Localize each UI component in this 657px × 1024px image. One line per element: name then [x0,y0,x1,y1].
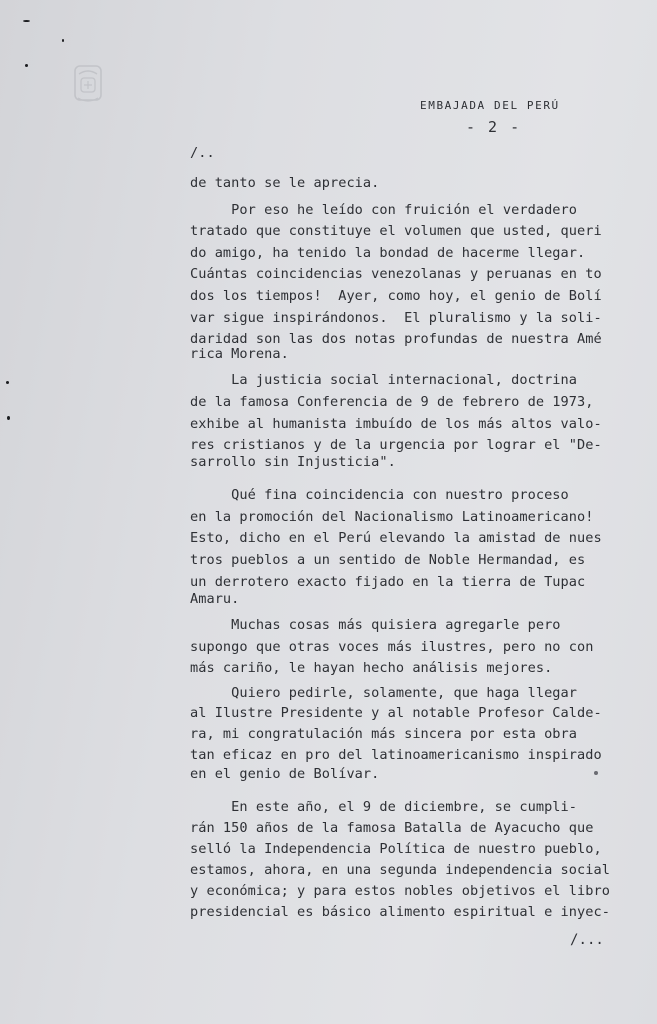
paper-mark [25,64,28,67]
text-line: ra, mi congratulación más sincera por esta obra [190,726,578,742]
paper-mark [594,771,598,775]
text-line: Amaru. [190,591,240,607]
embossed-seal-icon [66,62,110,106]
paper-mark [7,416,10,420]
text-line: tros pueblos a un sentido de Noble Hermandad, es [190,552,586,568]
text-line: exhibe al humanista imbuído de los más altos valo- [190,416,602,432]
text-line: y económica; y para estos nobles objetivos el libro [190,883,610,899]
text-line: tratado que constituye el volumen que usted, queri [190,223,602,239]
text-line: do amigo, ha tenido la bondad de hacerme llegar. [190,245,586,261]
text-line: Esto, dicho en el Perú elevando la amistad de nues [190,530,602,546]
text-line: estamos, ahora, en una segunda independencia social [190,862,610,878]
continuation-mark-top: /.. [190,145,215,161]
text-line: supongo que otras voces más ilustres, pero no con [190,639,594,655]
text-line: rica Morena. [190,346,289,362]
text-line: En este año, el 9 de diciembre, se cumpli- [190,799,578,815]
text-line: sarrollo sin Injusticia". [190,454,396,470]
text-line: rán 150 años de la famosa Batalla de Ayacucho que [190,820,594,836]
letter-body [190,0,650,920]
text-line: en la promoción del Nacionalismo Latinoamericano! [190,509,594,525]
paper-mark [62,39,64,42]
text-line: La justicia social internacional, doctrina [190,372,578,388]
text-line: tan eficaz en pro del latinoamericanismo inspirado [190,747,602,763]
text-line: dos los tiempos! Ayer, como hoy, el genio de Bolí [190,288,602,304]
continuation-mark-bottom: /... [570,932,604,948]
text-line: Cuántas coincidencias venezolanas y peruanas en to [190,266,602,282]
text-line: Quiero pedirle, solamente, que haga llegar [190,685,578,701]
paper-mark [23,20,30,22]
text-line: de tanto se le aprecia. [190,175,380,191]
text-line: Por eso he leído con fruición el verdadero [190,202,578,218]
text-line: más cariño, le hayan hecho análisis mejores. [190,660,553,676]
page-number: - 2 - [466,118,522,136]
text-line: var sigue inspirándonos. El pluralismo y la soli- [190,310,602,326]
text-line: presidencial es básico alimento espiritual e inyec- [190,904,610,920]
text-line: daridad son las dos notas profundas de nuestra Amé [190,331,602,347]
text-line: Muchas cosas más quisiera agregarle pero [190,617,561,633]
text-line: res cristianos y de la urgencia por lograr el "De- [190,437,602,453]
text-line: Qué fina coincidencia con nuestro proceso [190,487,569,503]
text-line: en el genio de Bolívar. [190,766,380,782]
paper-mark [6,381,9,384]
text-line: al Ilustre Presidente y al notable Profesor Calde- [190,705,602,721]
text-line: selló la Independencia Política de nuestro pueblo, [190,841,602,857]
letterhead: EMBAJADA DEL PERÚ [420,99,560,112]
text-line: un derrotero exacto fijado en la tierra de Tupac [190,574,586,590]
text-line: de la famosa Conferencia de 9 de febrero de 1973, [190,394,594,410]
